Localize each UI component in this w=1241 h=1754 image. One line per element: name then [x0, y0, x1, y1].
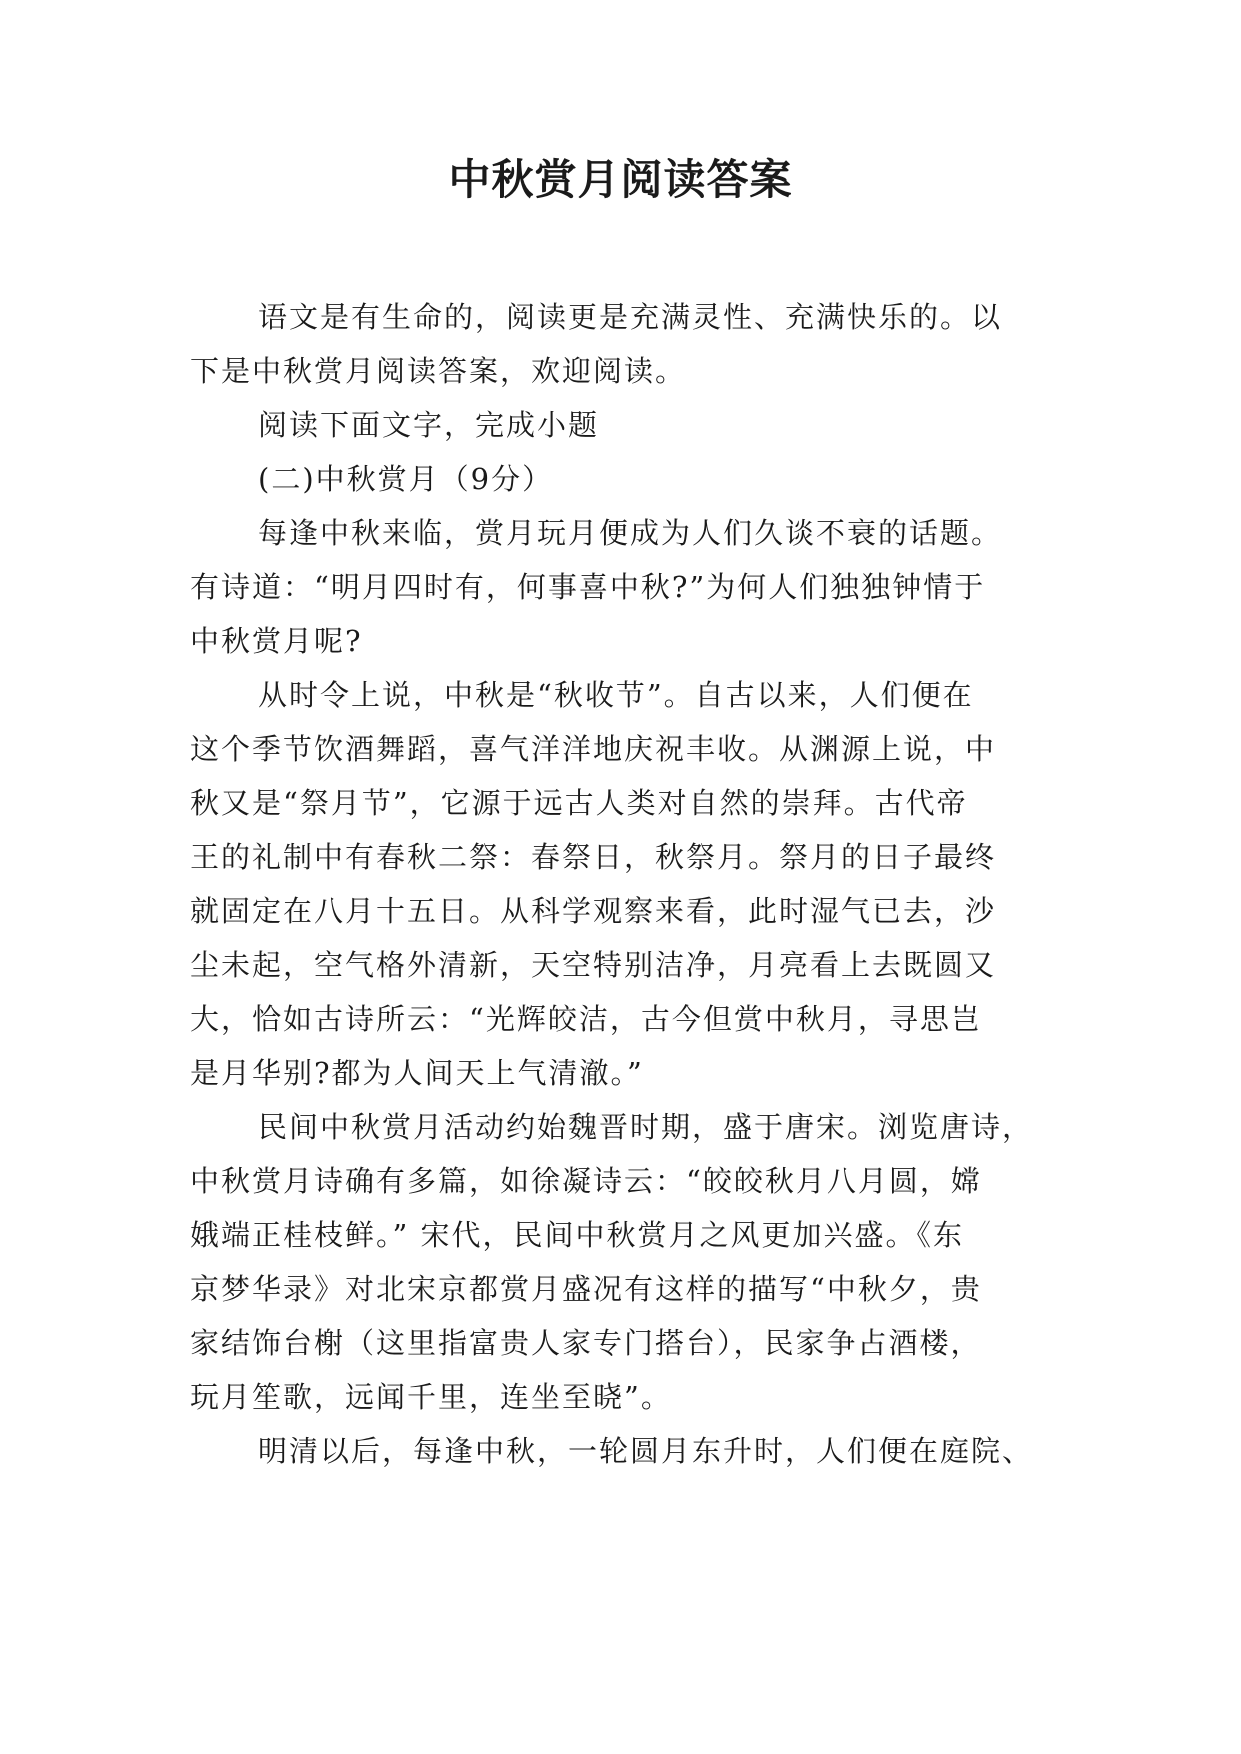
text-line: 家结饰台榭（这里指富贵人家专门搭台），民家争占酒楼， — [190, 1326, 982, 1360]
document-body — [190, 290, 1050, 1478]
text-line: (二)中秋赏月（9分） — [258, 462, 554, 496]
document-title: 中秋赏月阅读答案 — [448, 155, 793, 204]
text-line: 是月华别?都为人间天上气清澈。” — [190, 1056, 644, 1090]
text-line: 下是中秋赏月阅读答案，欢迎阅读。 — [190, 354, 687, 388]
text-line: 玩月笙歌，远闻千里，连坐至晓”。 — [190, 1380, 672, 1414]
text-line: 这个季节饮酒舞蹈，喜气洋洋地庆祝丰收。从渊源上说，中 — [190, 732, 997, 766]
text-line: 明清以后，每逢中秋，一轮圆月东升时，人们便在庭院、 — [258, 1434, 1034, 1468]
text-line: 大，恰如古诗所云：“光辉皎洁，古今但赏中秋月，寻思岂 — [190, 1002, 982, 1036]
text-line: 中秋赏月诗确有多篇，如徐凝诗云：“皎皎秋月八月圆，嫦 — [190, 1164, 982, 1198]
text-line: 就固定在八月十五日。从科学观察来看，此时湿气已去，沙 — [190, 894, 997, 928]
text-line: 中秋赏月呢? — [190, 624, 363, 658]
text-line: 秋又是“祭月节”，它源于远古人类对自然的崇拜。古代帝 — [190, 786, 968, 820]
text-line: 语文是有生命的，阅读更是充满灵性、充满快乐的。以 — [258, 300, 1003, 334]
text-line: 王的礼制中有春秋二祭：春祭日，秋祭月。祭月的日子最终 — [190, 840, 997, 874]
text-line: 阅读下面文字，完成小题 — [258, 408, 600, 442]
text-line: 民间中秋赏月活动约始魏晋时期，盛于唐宋。浏览唐诗， — [258, 1110, 1034, 1144]
text-line: 每逢中秋来临，赏月玩月便成为人们久谈不衰的话题。 — [258, 516, 1003, 550]
text-line: 有诗道：“明月四时有，何事喜中秋?”为何人们独独钟情于 — [190, 570, 986, 604]
text-line: 娥端正桂枝鲜。” 宋代，民间中秋赏月之风更加兴盛。《东 — [190, 1218, 965, 1252]
text-line: 从时令上说，中秋是“秋收节”。自古以来，人们便在 — [258, 678, 974, 712]
text-line: 京梦华录》对北宋京都赏月盛况有这样的描写“中秋夕，贵 — [190, 1272, 982, 1306]
text-line: 尘未起，空气格外清新，天空特别洁净，月亮看上去既圆又 — [190, 948, 997, 982]
